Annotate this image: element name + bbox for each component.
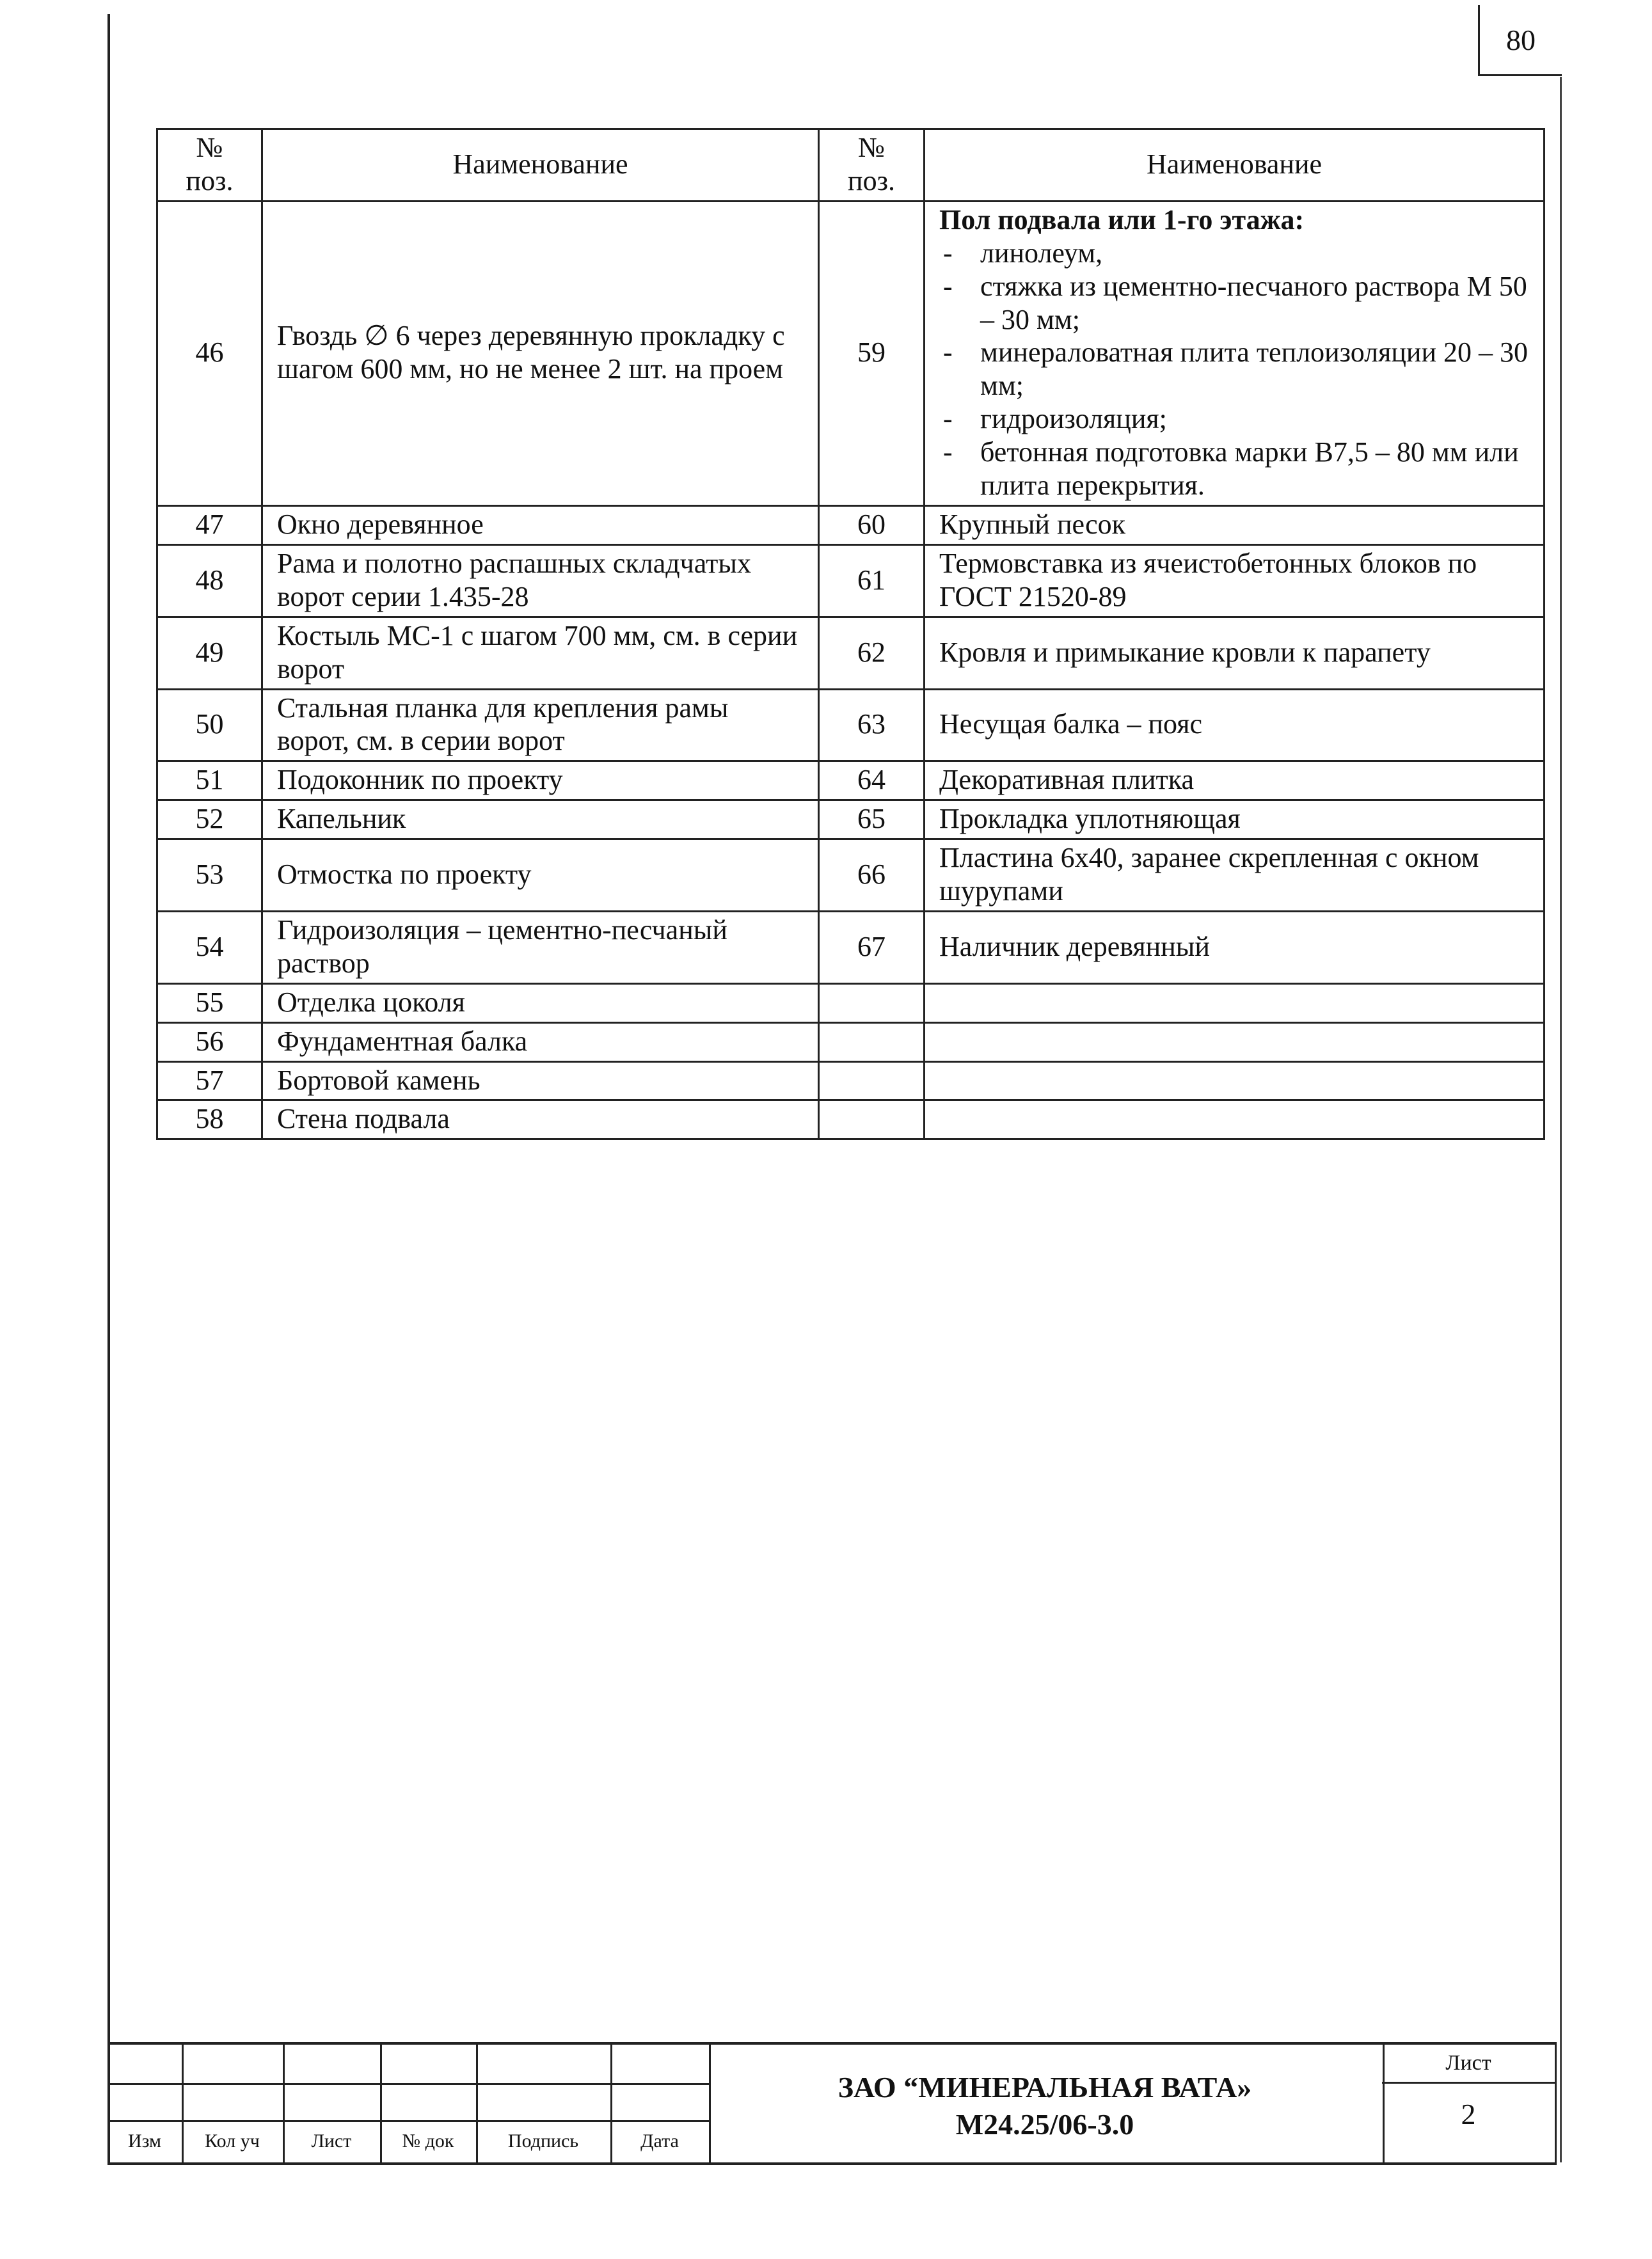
list-item: - гидроизоляция; [939, 402, 1529, 436]
table-row [157, 761, 1545, 800]
row-number-right [819, 1022, 925, 1061]
table-row [157, 839, 1545, 912]
row-name-right [925, 983, 1545, 1022]
table-row [157, 1022, 1545, 1061]
row-number-right [819, 1100, 925, 1139]
stamp-header-data: Дата [640, 2130, 679, 2152]
row-name-right: Наличник деревянный [925, 911, 1545, 983]
row-name-right: Термовставка из ячеистобетонных блоков по ГОСТ 21520-89 [925, 544, 1545, 617]
table-row [157, 544, 1545, 617]
row-number-right: 64 [819, 761, 925, 800]
row-number-right: 59 [819, 201, 925, 505]
header-num-left: № поз. [157, 129, 262, 202]
row-name: Отделка цоколя [262, 983, 819, 1022]
row-name: Гвоздь ∅ 6 через деревянную прокладку с шагом 600 мм, но не менее 2 шт. на проем [262, 201, 819, 505]
row-name: Капельник [262, 800, 819, 839]
row-number: 51 [157, 761, 262, 800]
stamp-header-izm: Изм [127, 2130, 162, 2152]
row-number: 53 [157, 839, 262, 912]
row-number-right [819, 983, 925, 1022]
header-num-right: № поз. [819, 129, 925, 202]
row-number: 47 [157, 505, 262, 544]
row-number: 56 [157, 1022, 262, 1061]
row-name-right: Кровля и примыкание кровли к парапету [925, 617, 1545, 689]
row-name: Подоконник по проекту [262, 761, 819, 800]
table-row [157, 800, 1545, 839]
table-row [157, 689, 1545, 761]
table-row [157, 983, 1545, 1022]
row-number-right: 66 [819, 839, 925, 912]
row-number-right [819, 1061, 925, 1100]
row-number: 55 [157, 983, 262, 1022]
page-number: 80 [1478, 5, 1562, 76]
stamp-header-n-dok: № док [402, 2130, 454, 2152]
table-header-row [157, 129, 1545, 202]
row-name: Фундаментная балка [262, 1022, 819, 1061]
row-name-right: Прокладка уплотняющая [925, 800, 1545, 839]
list-item: - минераловатная плита теплоизоляции 20 – 30 мм; [939, 336, 1529, 402]
row-number: 49 [157, 617, 262, 689]
stamp-row-line [1382, 2082, 1555, 2084]
specification-table [156, 128, 1545, 1140]
row-name: Бортовой камень [262, 1061, 819, 1100]
row-name: Костыль МС-1 с шагом 700 мм, см. в серии ворот [262, 617, 819, 689]
list-item: - стяжка из цементно-песчаного раствора М 50 – 30 мм; [939, 270, 1529, 337]
row-name-right: Несущая балка – пояс [925, 689, 1545, 761]
row-name-right [925, 1100, 1545, 1139]
row-number-right: 67 [819, 911, 925, 983]
row-name: Окно деревянное [262, 505, 819, 544]
row-name-right: Крупный песок [925, 505, 1545, 544]
page-frame-right-border [1560, 77, 1562, 2162]
floor-composition-title: Пол подвала или 1-го этажа: [939, 203, 1305, 235]
row-name: Стальная планка для крепления рамы ворот, см. в серии ворот [262, 689, 819, 761]
row-number: 52 [157, 800, 262, 839]
stamp-header-podpis: Подпись [507, 2130, 579, 2152]
header-name-left: Наименование [262, 129, 819, 202]
row-name: Стена подвала [262, 1100, 819, 1139]
row-name-right: Пластина 6х40, заранее скрепленная с окном шурупами [925, 839, 1545, 912]
table-row [157, 617, 1545, 689]
row-name: Отмостка по проекту [262, 839, 819, 912]
table-row [157, 505, 1545, 544]
row-number: 48 [157, 544, 262, 617]
row-number: 50 [157, 689, 262, 761]
stamp-row-line [107, 2083, 709, 2085]
sheet-number: 2 [1461, 2098, 1476, 2130]
row-name: Рама и полотно распашных складчатых ворот серии 1.435-28 [262, 544, 819, 617]
row-name-right: Декоративная плитка [925, 761, 1545, 800]
sheet-label: Лист [1445, 2051, 1491, 2075]
row-name-right [925, 1022, 1545, 1061]
header-name-right: Наименование [925, 129, 1545, 202]
row-name: Гидроизоляция – цементно-песчаный раствор [262, 911, 819, 983]
stamp-header-kol-uch: Кол уч [205, 2130, 260, 2152]
row-name-right [925, 1061, 1545, 1100]
document-code: М24.25/06-3.0 [955, 2108, 1134, 2141]
row-number: 58 [157, 1100, 262, 1139]
stamp-row-line [107, 2120, 709, 2122]
page-frame-left-border [107, 14, 110, 2164]
row-number: 54 [157, 911, 262, 983]
table-row [157, 911, 1545, 983]
list-item: - линолеум, [939, 237, 1529, 270]
floor-composition-list [939, 237, 1529, 502]
row-number: 57 [157, 1061, 262, 1100]
table-row [157, 1061, 1545, 1100]
row-number: 46 [157, 201, 262, 505]
title-block [107, 2042, 1557, 2165]
row-number-right: 65 [819, 800, 925, 839]
row-number-right: 62 [819, 617, 925, 689]
row-number-right: 61 [819, 544, 925, 617]
row-number-right: 60 [819, 505, 925, 544]
table-row [157, 201, 1545, 505]
table-row [157, 1100, 1545, 1139]
list-item: - бетонная подготовка марки В7,5 – 80 мм или плита перекрытия. [939, 436, 1529, 502]
row-name-right [925, 201, 1545, 505]
company-name: ЗАО “МИНЕРАЛЬНАЯ ВАТА» [838, 2071, 1252, 2104]
stamp-header-list: Лист [311, 2130, 352, 2152]
row-number-right: 63 [819, 689, 925, 761]
